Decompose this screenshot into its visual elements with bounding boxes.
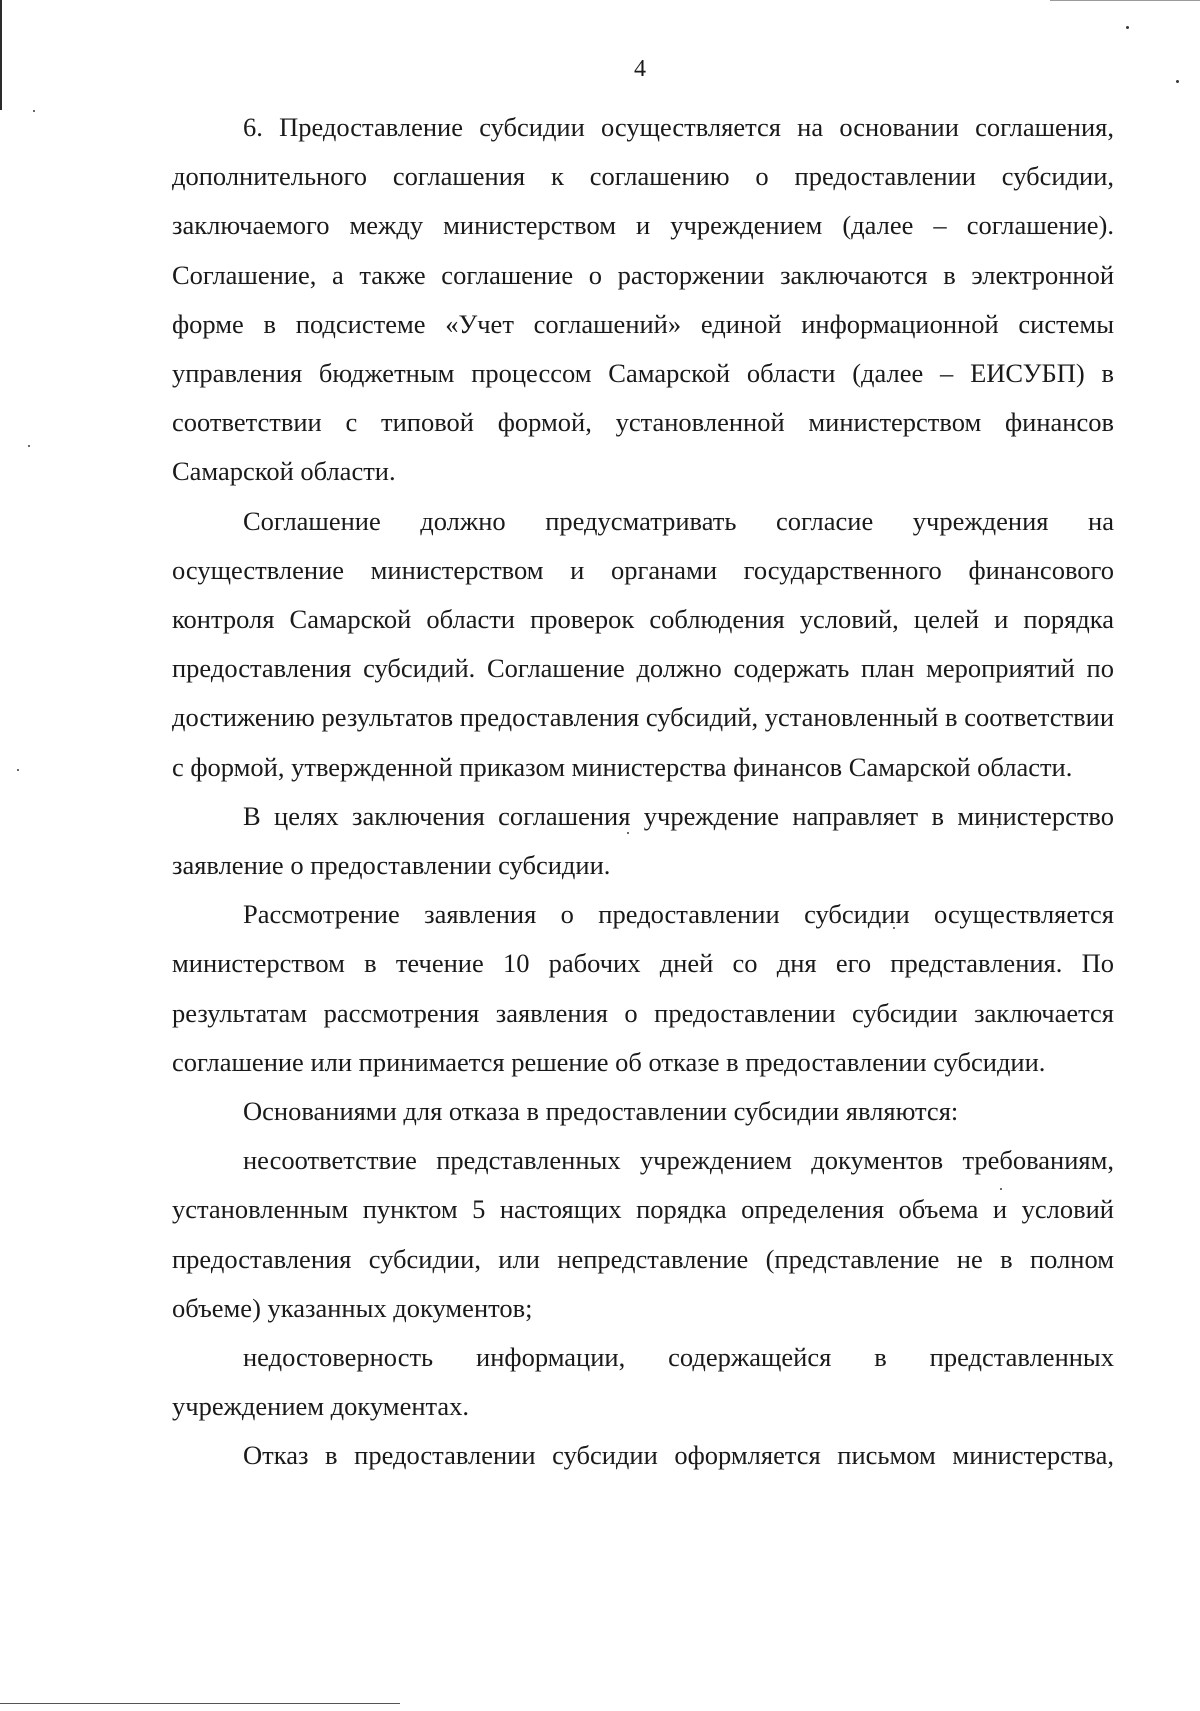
paragraph-refusal-letter: Отказ в предоставлении субсидии оформляется письмом министерства, (243, 1440, 1114, 1471)
scan-speck (28, 445, 30, 447)
scan-edge-bottom (0, 1703, 400, 1704)
paragraph-review: Рассмотрение заявления о предоставлении субсидии осуществляется министерством в течение 10 рабочих дней со дня его представления. По результатам рассмотрения заявления о предоставлении субсидии заключается соглашение или принимается решение об отказе в предоставлении субсидии. (172, 899, 1114, 1077)
paragraph-agreement-consent: Соглашение должно предусматривать согласие учреждения на осуществление министерством и органами государственного финансового контроля Самарской области проверок соблюдения условий, целей и порядка предоставления субсидий. Соглашение должно содержать план мероприятий по достижению результатов предоставления субсидий, установленный в соответствии с формой, утвержденной приказом министерства финансов Самарской области. (172, 505, 1114, 782)
paragraph-application: В целях заключения соглашения учреждение направляет в министерство заявление о предоставлении субсидии. (172, 800, 1114, 881)
paragraph-agreement-basis: 6. Предоставление субсидии осуществляется на основании соглашения, дополнительного соглашения к соглашению о предоставлении субсидии, заключаемого между министерством и учреждением (далее – соглашение). Соглашение, а также соглашение о расторжении заключаются в электронной форме в подсистеме «Учет соглашений» единой информационной системы управления бюджетным процессом Самарской области (далее – ЕИСУБП) в соответствии с типовой формой, установленной министерством финансов Самарской области. (172, 112, 1114, 487)
paragraph-ground-unreliability: недостоверность информации, содержащейся в представленных учреждением документах. (172, 1342, 1114, 1422)
scan-speck (33, 110, 35, 112)
scan-speck (17, 769, 19, 771)
document-body (172, 103, 1114, 1481)
scan-edge-top (1050, 0, 1200, 1)
paragraph-refusal-grounds: Основаниями для отказа в предоставлении субсидии являются: (243, 1096, 959, 1127)
page-number: 4 (634, 56, 646, 82)
scan-speck (1126, 26, 1129, 29)
paragraph-ground-nonconformity: несоответствие представленных учреждением документов требованиям, установленным пунктом 5 настоящих порядка определения объема и условий предоставления субсидии, или непредставление (представление не в полном объеме) указанных документов; (172, 1145, 1114, 1323)
